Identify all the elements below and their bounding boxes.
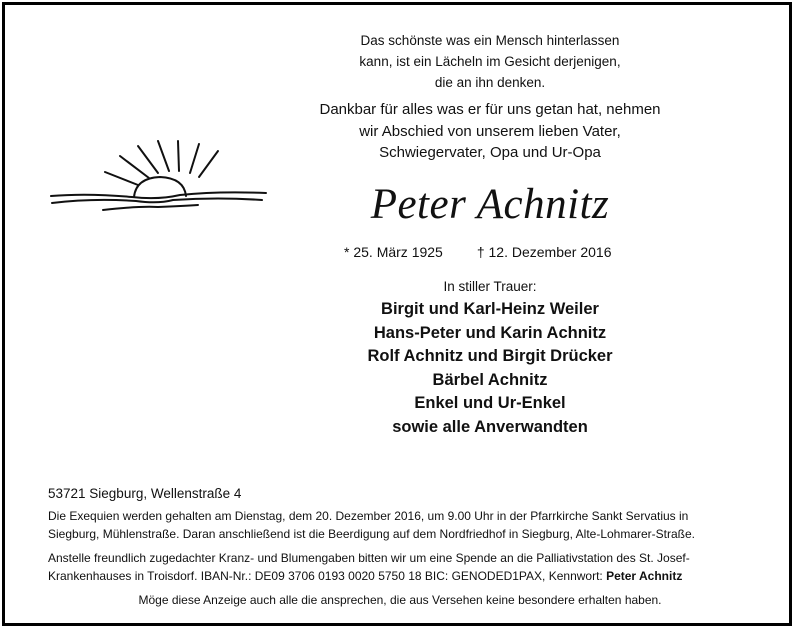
mourners-list — [290, 298, 690, 439]
donation-line — [48, 568, 690, 586]
quote-line: die an ihn denken. — [434, 75, 546, 90]
mourner-name: Enkel und Ur-Enkel — [414, 394, 566, 412]
donation-keyword: Peter Achnitz — [606, 568, 683, 583]
thanks-line: wir Abschied von unserem lieben Vater, — [359, 122, 621, 140]
thanks-line: Dankbar für alles was er für uns getan hat, nehmen — [319, 101, 661, 118]
mourner-name: sowie alle Anverwandten — [392, 417, 588, 436]
mourners-intro: In stiller Trauer: — [443, 279, 537, 294]
exequien-info — [48, 508, 695, 543]
mourner-name: Hans-Peter und Karin Achnitz — [373, 323, 607, 342]
mourner-name: Bärbel Achnitz — [432, 370, 548, 389]
mourner-name: Rolf Achnitz und Birgit Drücker — [367, 347, 613, 365]
mourner-name: Birgit und Karl-Heinz Weiler — [381, 300, 599, 318]
donation-info — [48, 550, 690, 585]
death-date: † 12. Dezember 2016 — [476, 244, 612, 260]
donation-bank-details: Krankenhauses in Troisdorf. IBAN-Nr.: DE09 3706 0193 0020 5750 18 BIC: GENODED1PAX, Kennwort: — [48, 568, 607, 583]
sunset-icon — [48, 140, 268, 225]
birth-date: * 25. März 1925 — [344, 244, 443, 260]
family-address: 53721 Siegburg, Wellenstraße 4 — [48, 486, 242, 501]
exequien-line: Die Exequien werden gehalten am Dienstag, dem 20. Dezember 2016, um 9.00 Uhr in der Pfarrkirche Sankt Servatius in — [48, 509, 689, 523]
exequien-line: Siegburg, Mühlenstraße. Daran anschließend ist die Beerdigung auf dem Nordfriedhof in Siegburg, Alte-Lohmarer-Straße. — [48, 526, 696, 541]
memorial-quote — [290, 30, 690, 93]
deceased-name: Peter Achnitz — [370, 181, 610, 228]
donation-line: Anstelle freundlich zugedachter Kranz- und Blumengaben bitten wir um eine Spende an die Palliativstation des St. Josef- — [48, 551, 690, 565]
quote-line: kann, ist ein Lächeln im Gesicht derjenigen, — [359, 54, 621, 69]
thanks-line: Schwiegervater, Opa und Ur-Opa — [379, 144, 601, 161]
life-dates — [344, 244, 611, 260]
closing-note: Möge diese Anzeige auch alle die ansprechen, die aus Versehen keine besondere erhalten haben. — [138, 593, 662, 607]
quote-line: Das schönste was ein Mensch hinterlassen — [360, 33, 620, 48]
thanks-text — [290, 99, 690, 164]
